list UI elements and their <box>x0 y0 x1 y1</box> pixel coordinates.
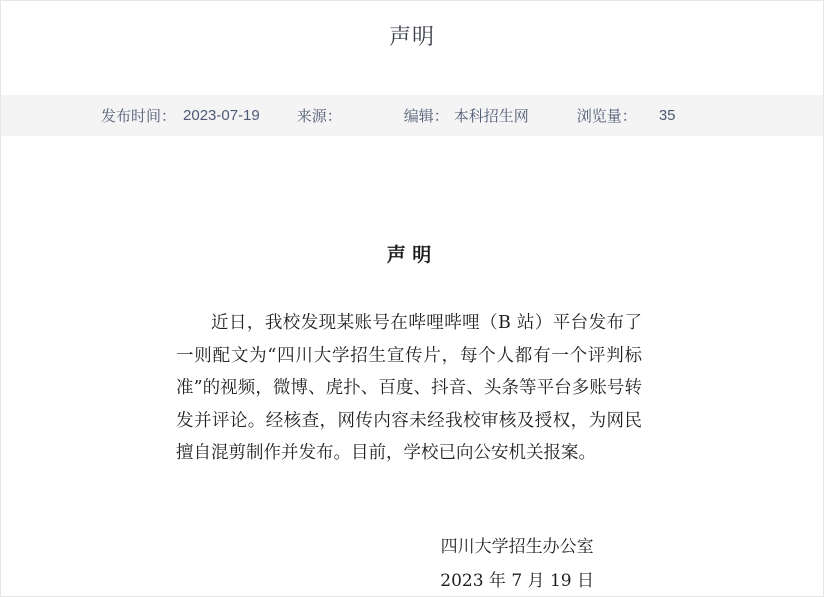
editor <box>404 105 529 126</box>
meta-bar <box>1 95 823 136</box>
signature: 四川大学招生办公室 <box>440 536 594 557</box>
source <box>297 105 349 126</box>
article-paragraph: 近日，我校发现某账号在哔哩哔哩（B 站）平台发布了一则配文为“四川大学招生宣传片，每个人都有一个评判标准”的视频，微博、虎扑、百度、抖音、头条等平台多账号转发并评论。经核查，网传内容未经我校审核及授权，为网民擅自混剪制作并发布。目前，学校已向公安机关报案。 <box>176 313 642 463</box>
source-label: 来源： <box>296 108 342 125</box>
signature-block <box>440 536 594 592</box>
publish-time-value: 2023-07-19 <box>183 107 260 124</box>
editor-label: 编辑： <box>403 108 449 125</box>
article-body <box>176 136 642 592</box>
article-heading: 声 明 <box>386 244 432 266</box>
page-title: 声明 <box>388 24 435 49</box>
publish-time <box>101 105 260 126</box>
page-header <box>1 1 823 95</box>
signature-date: 2023 年 7 月 19 日 <box>440 570 594 591</box>
view-count <box>577 105 676 126</box>
editor-value: 本科招生网 <box>453 108 529 125</box>
view-count-value: 35 <box>658 107 676 124</box>
publish-time-label: 发布时间： <box>101 108 177 125</box>
view-count-label: 浏览量： <box>576 108 637 125</box>
